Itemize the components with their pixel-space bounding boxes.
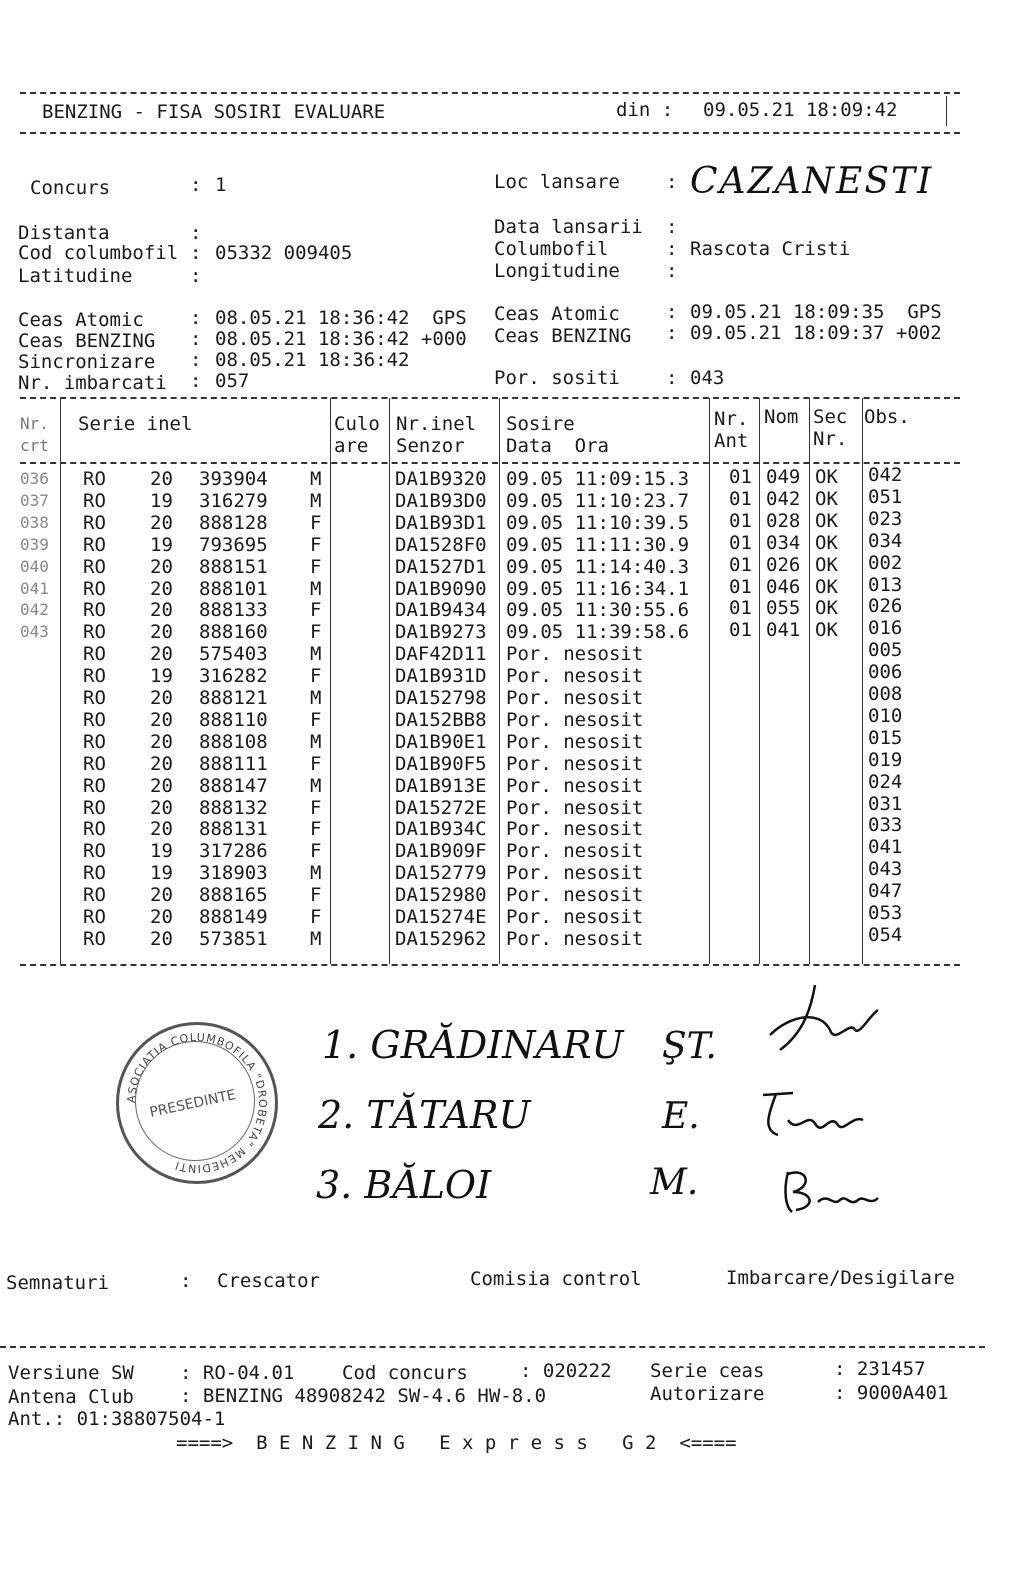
info-value: 1 [215, 174, 227, 196]
cell-ant: 01 [729, 466, 752, 488]
cell-obs: 041 [868, 836, 903, 859]
cell-sex: F [310, 840, 322, 863]
info-sep: : [190, 222, 202, 244]
header-data-ora: Data Ora [506, 435, 609, 457]
info-sep: : [666, 260, 678, 282]
cell-sosire: Por. nesosit [506, 840, 644, 863]
handwritten-initial-1: ŞT. [662, 1026, 717, 1067]
cell-senzor: DA1B913E [395, 774, 487, 797]
cell-obs: 023 [868, 507, 903, 530]
cell-inel: 888101 [199, 577, 268, 600]
cell-an: 20 [150, 752, 173, 775]
info-label: Data lansarii [494, 216, 643, 238]
cell-senzor: DA152798 [395, 687, 487, 709]
header-sec-2: Nr. [813, 428, 848, 450]
handwritten-initial-2: E. [662, 1096, 700, 1137]
handwritten-name-1: 1. GRĂDINARU [322, 1023, 624, 1067]
signature-1-icon [760, 975, 880, 1065]
info-label: Distanta [18, 222, 110, 244]
signature-imbarcare: Imbarcare/Desigilare [726, 1267, 955, 1289]
info-label: Concurs [30, 177, 111, 199]
cell-sosire: Por. nesosit [506, 752, 644, 775]
col-divider [60, 398, 61, 964]
cell-sosire: 09.05 11:39:58.6 [506, 621, 690, 644]
header-nr-ant-1: Nr. [714, 408, 749, 430]
header-sosire: Sosire [506, 413, 575, 435]
info-label: Ceas BENZING [18, 330, 156, 352]
cell-sosire: Por. nesosit [506, 862, 644, 885]
cell-sec: OK [815, 553, 838, 576]
cell-inel: 888151 [199, 555, 268, 578]
cell-sec: OK [815, 509, 838, 532]
cell-nr: 039 [20, 534, 49, 554]
cell-ant: 01 [729, 487, 752, 510]
header-nr: Nr. [20, 414, 49, 433]
cell-tara: RO [83, 730, 106, 753]
cell-tara: RO [83, 511, 106, 534]
cell-nr: 036 [20, 469, 49, 488]
document-title: BENZING - FISA SOSIRI EVALUARE [42, 101, 386, 123]
cell-nr: 038 [20, 512, 49, 532]
info-sep: : [190, 370, 202, 392]
cell-senzor: DA1528F0 [395, 533, 487, 556]
cell-sosire: 09.05 11:10:23.7 [506, 489, 690, 512]
header-senzor: Senzor [396, 435, 465, 457]
col-divider [809, 398, 810, 964]
cell-sex: F [310, 599, 322, 622]
cell-senzor: DA15274E [395, 906, 487, 928]
cell-an: 20 [150, 468, 173, 490]
table-bottom-rule [20, 964, 960, 966]
col-divider [499, 398, 500, 964]
info-sep: : [190, 174, 202, 196]
cell-tara: RO [83, 599, 106, 622]
header-culoare-1: Culo [334, 413, 380, 435]
cell-sosire: Por. nesosit [506, 708, 644, 731]
ant-line: Ant.: 01:38807504-1 [8, 1408, 226, 1430]
cell-sosire: 09.05 11:09:15.3 [506, 468, 690, 490]
cell-ant: 01 [729, 575, 752, 598]
cell-nr: 041 [20, 578, 49, 598]
cell-tara: RO [83, 533, 106, 556]
col-divider [330, 398, 331, 964]
handwritten-name-2: 2. TĂTARU [318, 1093, 531, 1137]
cell-obs: 019 [868, 748, 903, 771]
info-value: 08.05.21 18:36:42 GPS [215, 307, 467, 329]
cell-obs: 051 [868, 485, 903, 508]
cell-sex: M [310, 730, 322, 753]
info-value: 043 [690, 367, 725, 389]
info-sep: : [666, 216, 678, 238]
info-label: Ceas Atomic [18, 309, 144, 331]
cell-tara: RO [83, 555, 106, 578]
info-label: Loc lansare [494, 171, 620, 193]
cell-sosire: 09.05 11:11:30.9 [506, 533, 690, 556]
info-label: Cod columbofil [18, 242, 179, 264]
cell-inel: 318903 [199, 862, 268, 885]
cell-obs: 026 [868, 595, 903, 618]
cell-inel: 888128 [199, 511, 268, 534]
cell-inel: 575403 [199, 643, 268, 666]
cell-sosire: Por. nesosit [506, 818, 644, 841]
header-culoare-2: are [334, 435, 369, 457]
header-obs: Obs. [864, 406, 910, 428]
cell-sec: OK [815, 466, 838, 488]
cell-an: 20 [150, 577, 173, 600]
cell-obs: 016 [868, 617, 903, 640]
cell-sosire: Por. nesosit [506, 884, 644, 907]
cell-sex: F [310, 665, 322, 688]
cell-sex: F [310, 533, 322, 556]
signatures-label: Semnaturi [6, 1272, 109, 1294]
din-value: 09.05.21 18:09:42 [703, 99, 898, 121]
cell-an: 20 [150, 555, 173, 578]
cell-an: 19 [150, 862, 173, 885]
cell-sosire: 09.05 11:16:34.1 [506, 577, 690, 600]
cell-senzor: DA152980 [395, 884, 487, 907]
cell-an: 20 [150, 708, 173, 731]
stamp-center-text: PRESEDINTE [148, 1087, 238, 1121]
cell-inel: 888147 [199, 774, 268, 797]
cell-obs: 008 [868, 683, 903, 705]
info-sep: : [666, 171, 678, 193]
cell-sosire: 09.05 11:30:55.6 [506, 599, 690, 622]
cell-sex: M [310, 489, 322, 512]
info-sep: : [666, 238, 678, 260]
cell-nom: 028 [766, 509, 801, 532]
cell-obs: 033 [868, 814, 903, 837]
cell-sosire: 09.05 11:14:40.3 [506, 555, 690, 578]
cell-sex: M [310, 468, 322, 490]
cell-an: 19 [150, 489, 173, 512]
cell-tara: RO [83, 906, 106, 928]
cell-sosire: Por. nesosit [506, 927, 644, 950]
cell-senzor: DA1B9273 [395, 621, 487, 644]
cell-an: 20 [150, 884, 173, 907]
cell-tara: RO [83, 643, 106, 666]
cell-sex: F [310, 796, 322, 819]
cell-tara: RO [83, 708, 106, 731]
cell-ant: 01 [729, 619, 752, 642]
cell-inel: 888121 [199, 687, 268, 709]
cell-inel: 888160 [199, 621, 268, 644]
info-value: 057 [215, 370, 250, 392]
cell-obs: 024 [868, 770, 903, 793]
cell-senzor: DA1B934C [395, 818, 487, 841]
cell-senzor: DA1B90E1 [395, 730, 487, 753]
cell-obs: 013 [868, 573, 903, 596]
serie-ceas-label: Serie ceas [650, 1360, 765, 1382]
cell-tara: RO [83, 752, 106, 775]
info-value: 09.05.21 18:09:37 +002 [690, 322, 942, 344]
cell-nom: 026 [766, 553, 801, 576]
cell-obs: 015 [868, 726, 903, 749]
signatures-sep: : [180, 1270, 192, 1292]
cell-tara: RO [83, 665, 106, 688]
cell-ant: 01 [729, 531, 752, 554]
cell-senzor: DA1B909F [395, 840, 487, 863]
cell-senzor: DAF42D11 [395, 643, 487, 666]
cell-obs: 002 [868, 551, 903, 574]
info-value: 08.05.21 18:36:42 +000 [215, 328, 467, 350]
cell-sex: M [310, 927, 322, 950]
cell-senzor: DA152779 [395, 862, 487, 885]
cell-tara: RO [83, 884, 106, 907]
cell-sex: M [310, 577, 322, 600]
cell-senzor: DA1B9320 [395, 468, 487, 490]
cell-an: 20 [150, 906, 173, 928]
info-label: Ceas BENZING [494, 325, 632, 347]
cell-tara: RO [83, 927, 106, 950]
cell-tara: RO [83, 862, 106, 885]
cell-sosire: Por. nesosit [506, 643, 644, 666]
cell-ant: 01 [729, 553, 752, 576]
cell-sec: OK [815, 597, 838, 620]
cell-sosire: Por. nesosit [506, 796, 644, 819]
col-divider [389, 398, 390, 964]
info-sep: : [666, 301, 678, 323]
cell-inel: 888110 [199, 708, 268, 731]
cell-nom: 042 [766, 487, 801, 510]
info-sep: : [190, 265, 202, 287]
cell-inel: 888132 [199, 796, 268, 819]
cell-tara: RO [83, 818, 106, 841]
cell-tara: RO [83, 840, 106, 863]
info-label: Sincronizare [18, 351, 156, 373]
cell-senzor: DA152BB8 [395, 708, 487, 731]
cell-an: 19 [150, 840, 173, 863]
cell-tara: RO [83, 687, 106, 709]
cell-inel: 393904 [199, 468, 268, 490]
cell-inel: 316282 [199, 665, 268, 688]
cell-nr: 037 [20, 490, 49, 510]
serie-ceas-value: : 231457 [834, 1358, 926, 1380]
cell-tara: RO [83, 621, 106, 644]
cell-senzor: DA1B931D [395, 665, 487, 688]
cell-sex: F [310, 884, 322, 907]
cell-tara: RO [83, 796, 106, 819]
cell-sex: F [310, 511, 322, 534]
cod-concurs-label: Cod concurs [342, 1362, 468, 1384]
cell-sosire: Por. nesosit [506, 906, 644, 928]
cell-inel: 793695 [199, 533, 268, 556]
col-divider [709, 398, 710, 964]
signature-3-icon [778, 1162, 888, 1222]
cell-sosire: Por. nesosit [506, 665, 644, 688]
cell-nom: 055 [766, 597, 801, 620]
cell-an: 20 [150, 687, 173, 709]
cell-sec: OK [815, 575, 838, 598]
cell-an: 19 [150, 665, 173, 688]
info-label: Nr. imbarcati [18, 372, 167, 394]
cell-sec: OK [815, 487, 838, 510]
table-header-rule [20, 462, 960, 464]
autorizare-label: Autorizare [650, 1383, 765, 1405]
signature-crescator: Crescator [217, 1270, 320, 1292]
cell-senzor: DA1B9090 [395, 577, 487, 600]
cell-senzor: DA1B90F5 [395, 752, 487, 775]
header-top-rule [20, 92, 960, 94]
info-sep: : [190, 349, 202, 371]
cell-inel: 888133 [199, 599, 268, 622]
cell-an: 20 [150, 730, 173, 753]
antena-value: : BENZING 48908242 SW-4.6 HW-8.0 [180, 1385, 547, 1407]
cell-ant: 01 [729, 509, 752, 532]
info-value: Rascota Cristi [690, 238, 851, 260]
cell-senzor: DA1B93D0 [395, 489, 487, 512]
autorizare-value: : 9000A401 [834, 1382, 949, 1404]
cell-sex: M [310, 643, 322, 666]
info-label: Longitudine [494, 260, 620, 282]
cell-sex: F [310, 555, 322, 578]
din-label: din : [616, 99, 674, 121]
cell-obs: 047 [868, 880, 903, 903]
antena-label: Antena Club [8, 1386, 134, 1408]
cell-an: 20 [150, 818, 173, 841]
cell-senzor: DA1B93D1 [395, 511, 487, 534]
header-serie-inel: Serie inel [78, 413, 193, 435]
cell-inel: 888108 [199, 730, 268, 753]
cell-tara: RO [83, 577, 106, 600]
cell-obs: 054 [868, 923, 903, 946]
cell-inel: 317286 [199, 840, 268, 863]
cell-inel: 573851 [199, 927, 268, 950]
header-right-bar [946, 96, 947, 126]
cell-inel: 316279 [199, 489, 268, 512]
cell-senzor: DA1B9434 [395, 599, 487, 622]
header-nom: Nom [764, 406, 799, 428]
footer-top-rule [0, 1346, 985, 1348]
cell-sosire: Por. nesosit [506, 687, 644, 709]
club-stamp [116, 1022, 278, 1184]
cell-sosire: Por. nesosit [506, 730, 644, 753]
cell-sec: OK [815, 531, 838, 554]
cell-inel: 888165 [199, 884, 268, 907]
cell-an: 19 [150, 533, 173, 556]
handwritten-initial-3: M. [650, 1162, 699, 1203]
info-label: Ceas Atomic [494, 303, 620, 325]
cell-obs: 010 [868, 704, 903, 727]
signature-comisia: Comisia control [470, 1268, 642, 1290]
cell-sec: OK [815, 619, 838, 642]
header-bottom-rule [20, 132, 960, 134]
cell-nom: 041 [766, 619, 801, 642]
cell-obs: 031 [868, 792, 903, 815]
signature-2-icon [758, 1085, 868, 1145]
cell-sex: M [310, 774, 322, 797]
col-divider [862, 398, 863, 964]
cell-sex: F [310, 621, 322, 644]
cell-senzor: DA152962 [395, 927, 487, 950]
versiune-value: : RO-04.01 [180, 1362, 295, 1384]
header-nr-ant-2: Ant [714, 430, 749, 452]
cell-obs: 006 [868, 661, 903, 684]
cell-obs: 042 [868, 464, 903, 486]
cell-an: 20 [150, 621, 173, 644]
loc-lansare-handwritten: CAZANESTI [690, 161, 934, 202]
info-sep: : [190, 307, 202, 329]
cell-senzor: DA15272E [395, 796, 487, 819]
cell-nr: 043 [20, 622, 49, 642]
cell-an: 20 [150, 927, 173, 950]
cell-nr: 040 [20, 556, 49, 576]
cell-tara: RO [83, 468, 106, 490]
cell-nom: 034 [766, 531, 801, 554]
info-sep: : [190, 242, 202, 264]
cell-sex: M [310, 862, 322, 885]
info-label: Por. sositi [494, 367, 620, 389]
cell-obs: 043 [868, 858, 903, 881]
cell-tara: RO [83, 489, 106, 512]
cell-sex: F [310, 906, 322, 928]
cell-nom: 046 [766, 575, 801, 598]
info-sep: : [666, 367, 678, 389]
cell-sex: F [310, 818, 322, 841]
cell-an: 20 [150, 643, 173, 666]
cell-an: 20 [150, 796, 173, 819]
cell-sosire: Por. nesosit [506, 774, 644, 797]
stamp-ring-text: ASOCIATIA COLUMBOFILA "DROBETA" MEHEDINTI [124, 1030, 270, 1176]
cell-inel: 888111 [199, 752, 268, 775]
header-crt: crt [20, 436, 49, 455]
cod-concurs-value: : 020222 [520, 1360, 612, 1382]
cell-sex: M [310, 687, 322, 709]
cell-obs: 034 [868, 529, 903, 552]
cell-obs: 005 [868, 639, 903, 662]
col-divider [759, 398, 760, 964]
cell-senzor: DA1527D1 [395, 555, 487, 578]
cell-obs: 053 [868, 902, 903, 924]
info-value: 09.05.21 18:09:35 GPS [690, 301, 942, 323]
brand-line: ====> B E N Z I N G E x p r e s s G 2 <==== [176, 1432, 737, 1454]
cell-an: 20 [150, 511, 173, 534]
info-sep: : [666, 322, 678, 344]
cell-sosire: 09.05 11:10:39.5 [506, 511, 690, 534]
info-sep: : [190, 328, 202, 350]
cell-inel: 888131 [199, 818, 268, 841]
info-value: 05332 009405 [215, 242, 353, 264]
cell-nr: 042 [20, 600, 49, 620]
header-sec-1: Sec [813, 406, 848, 428]
cell-nom: 049 [766, 466, 801, 488]
versiune-label: Versiune SW [8, 1362, 134, 1384]
info-value: 08.05.21 18:36:42 [215, 349, 410, 371]
table-top-rule [20, 397, 960, 399]
info-label: Latitudine [18, 265, 133, 287]
cell-ant: 01 [729, 597, 752, 620]
cell-tara: RO [83, 774, 106, 797]
cell-an: 20 [150, 774, 173, 797]
cell-sex: F [310, 708, 322, 731]
header-nr-inel: Nr.inel [396, 413, 477, 435]
cell-sex: F [310, 752, 322, 775]
cell-an: 20 [150, 599, 173, 622]
cell-inel: 888149 [199, 906, 268, 928]
info-label: Columbofil [494, 238, 609, 260]
handwritten-name-3: 3. BĂLOI [316, 1163, 492, 1207]
